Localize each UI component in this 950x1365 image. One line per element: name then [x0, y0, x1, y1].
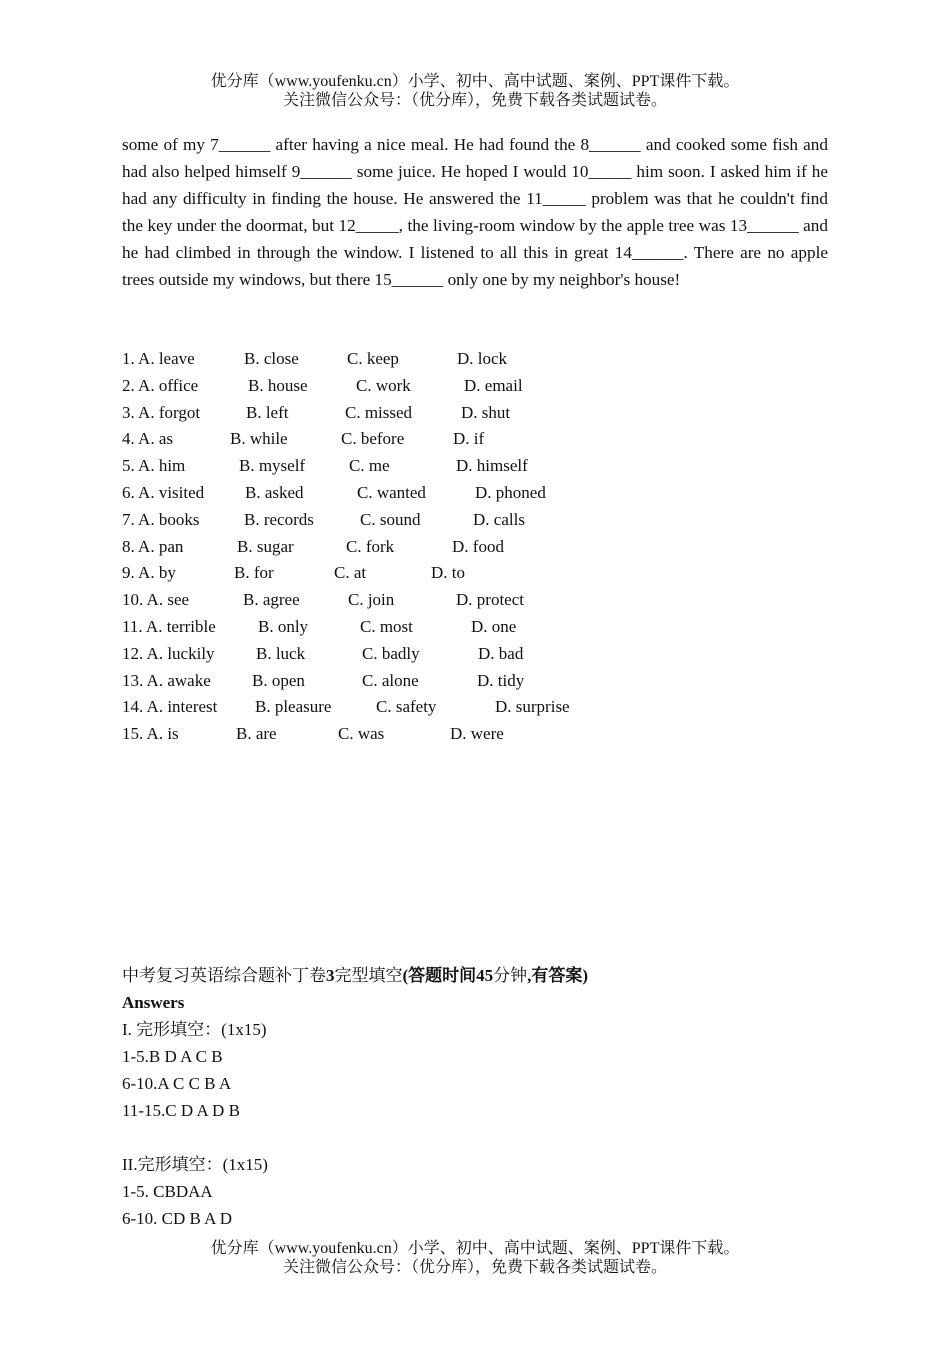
- options-list: [122, 346, 828, 748]
- option-d: D. surprise: [495, 697, 570, 717]
- option-b: B. close: [244, 349, 299, 368]
- option-d: D. lock: [457, 349, 508, 368]
- option-row: [122, 453, 828, 480]
- option-b: B. left: [246, 402, 289, 422]
- option-d: D. were: [450, 724, 504, 744]
- option-c: C. work: [356, 375, 411, 395]
- answers-title-minutes: 45: [476, 966, 494, 985]
- option-row: [122, 400, 828, 427]
- option-row: [122, 534, 828, 561]
- answers-title-part: 完型填空: [334, 966, 403, 985]
- option-row: [122, 721, 828, 748]
- footer-line-1: 优分库（www.youfenku.cn）小学、初中、高中试题、案例、PPT课件下载。: [210, 1240, 740, 1257]
- option-a: 1. A. leave: [122, 349, 195, 368]
- section-1-title: I. 完形填空：(1x15): [122, 1020, 267, 1039]
- option-b: B. luck: [256, 643, 306, 663]
- option-d: D. shut: [461, 402, 511, 422]
- option-a: 2. A. office: [122, 375, 199, 395]
- answers-title: [122, 962, 828, 989]
- footer-line-2: 关注微信公众号：（优分库），免费下载各类试题试卷。: [282, 1259, 667, 1276]
- section-2-title: II.完形填空：(1x15): [122, 1155, 268, 1174]
- option-c: C. alone: [362, 670, 419, 690]
- option-c: C. keep: [347, 349, 399, 368]
- option-b: B. records: [244, 509, 314, 529]
- option-d: D. phoned: [475, 482, 546, 502]
- answers-title-num: 3: [326, 966, 335, 985]
- section-2-line: 6-10. CD B A D: [122, 1209, 233, 1228]
- option-row: [122, 668, 828, 695]
- option-b: B. agree: [243, 590, 300, 610]
- option-d: D. tidy: [477, 670, 525, 690]
- option-a: 12. A. luckily: [122, 643, 215, 663]
- option-c: C. sound: [360, 509, 421, 529]
- option-c: C. badly: [362, 643, 420, 663]
- option-row: [122, 560, 828, 587]
- answers-title-unit: 分钟: [493, 966, 528, 985]
- option-a: 4. A. as: [122, 429, 173, 449]
- option-c: C. was: [338, 724, 385, 744]
- option-b: B. while: [230, 429, 288, 449]
- option-row: [122, 480, 828, 507]
- option-c: C. wanted: [357, 482, 426, 502]
- header-line-1: 优分库（www.youfenku.cn）小学、初中、高中试题、案例、PPT课件下载。: [210, 73, 740, 90]
- option-row: [122, 641, 828, 668]
- option-d: D. himself: [456, 456, 528, 476]
- option-d: D. one: [471, 616, 517, 636]
- answers-heading: Answers: [122, 993, 185, 1012]
- option-a: 14. A. interest: [122, 697, 218, 717]
- answers-section: [122, 962, 828, 1232]
- option-a: 8. A. pan: [122, 536, 184, 556]
- option-a: 3. A. forgot: [122, 402, 201, 422]
- answers-title-paren: (答题时间: [402, 966, 477, 985]
- section-2-line: 1-5. CBDAA: [122, 1182, 213, 1201]
- option-d: D. if: [453, 429, 485, 449]
- option-b: B. only: [258, 616, 309, 636]
- option-a: 6. A. visited: [122, 482, 205, 502]
- option-row: [122, 373, 828, 400]
- option-d: D. email: [464, 375, 523, 395]
- option-row: [122, 587, 828, 614]
- option-d: D. to: [431, 563, 465, 583]
- option-d: D. calls: [473, 509, 525, 529]
- passage-text: some of my 7______ after having a nice meal. He had found the 8______ and cooked some fish and had also helped himself 9______ some juice. He hoped I would 10_____ him soon. I asked him if he had any difficulty in finding the house. He answered the 11_____ problem was that he couldn't find the key under the doormat, but 12_____, the living-room window by the apple tree was 13______ and he had climbed in through the window. I listened to all this in great 14______. There are no apple trees outside my windows, but there 15______ only one by my neighbor's house!: [122, 135, 828, 289]
- option-row: [122, 694, 828, 721]
- section-1-line: 11-15.C D A D B: [122, 1101, 240, 1120]
- answers-title-part: 中考复习英语综合题补丁卷: [122, 966, 326, 985]
- option-row: [122, 614, 828, 641]
- option-c: C. at: [334, 563, 367, 583]
- section-1-line: 6-10.A C C B A: [122, 1074, 232, 1093]
- option-c: C. fork: [346, 536, 395, 556]
- option-a: 5. A. him: [122, 456, 186, 476]
- option-row: [122, 507, 828, 534]
- option-d: D. protect: [456, 590, 524, 610]
- option-c: C. me: [349, 456, 390, 476]
- answers-title-end: ,有答案): [527, 966, 589, 985]
- header-line-2: 关注微信公众号：（优分库），免费下载各类试题试卷。: [282, 92, 667, 109]
- section-1-line: 1-5.B D A C B: [122, 1047, 223, 1066]
- option-d: D. food: [452, 536, 504, 556]
- page-header: [0, 72, 950, 110]
- option-c: C. join: [348, 590, 395, 610]
- option-a: 11. A. terrible: [122, 616, 216, 636]
- option-a: 13. A. awake: [122, 670, 211, 690]
- option-b: B. for: [234, 563, 274, 583]
- option-b: B. house: [248, 375, 308, 395]
- option-b: B. asked: [245, 482, 304, 502]
- page-footer: [0, 1239, 950, 1277]
- option-b: B. sugar: [237, 536, 294, 556]
- option-row: [122, 346, 828, 373]
- option-b: B. myself: [239, 456, 306, 476]
- option-row: [122, 426, 828, 453]
- option-a: 10. A. see: [122, 590, 190, 610]
- option-c: C. before: [341, 429, 405, 449]
- option-a: 15. A. is: [122, 724, 179, 744]
- option-b: B. are: [236, 724, 277, 744]
- option-c: C. safety: [376, 697, 437, 717]
- option-b: B. open: [252, 670, 305, 690]
- option-b: B. pleasure: [255, 697, 332, 717]
- option-a: 7. A. books: [122, 509, 200, 529]
- option-a: 9. A. by: [122, 563, 176, 583]
- option-c: C. most: [360, 616, 413, 636]
- option-d: D. bad: [478, 643, 524, 663]
- option-c: C. missed: [345, 402, 413, 422]
